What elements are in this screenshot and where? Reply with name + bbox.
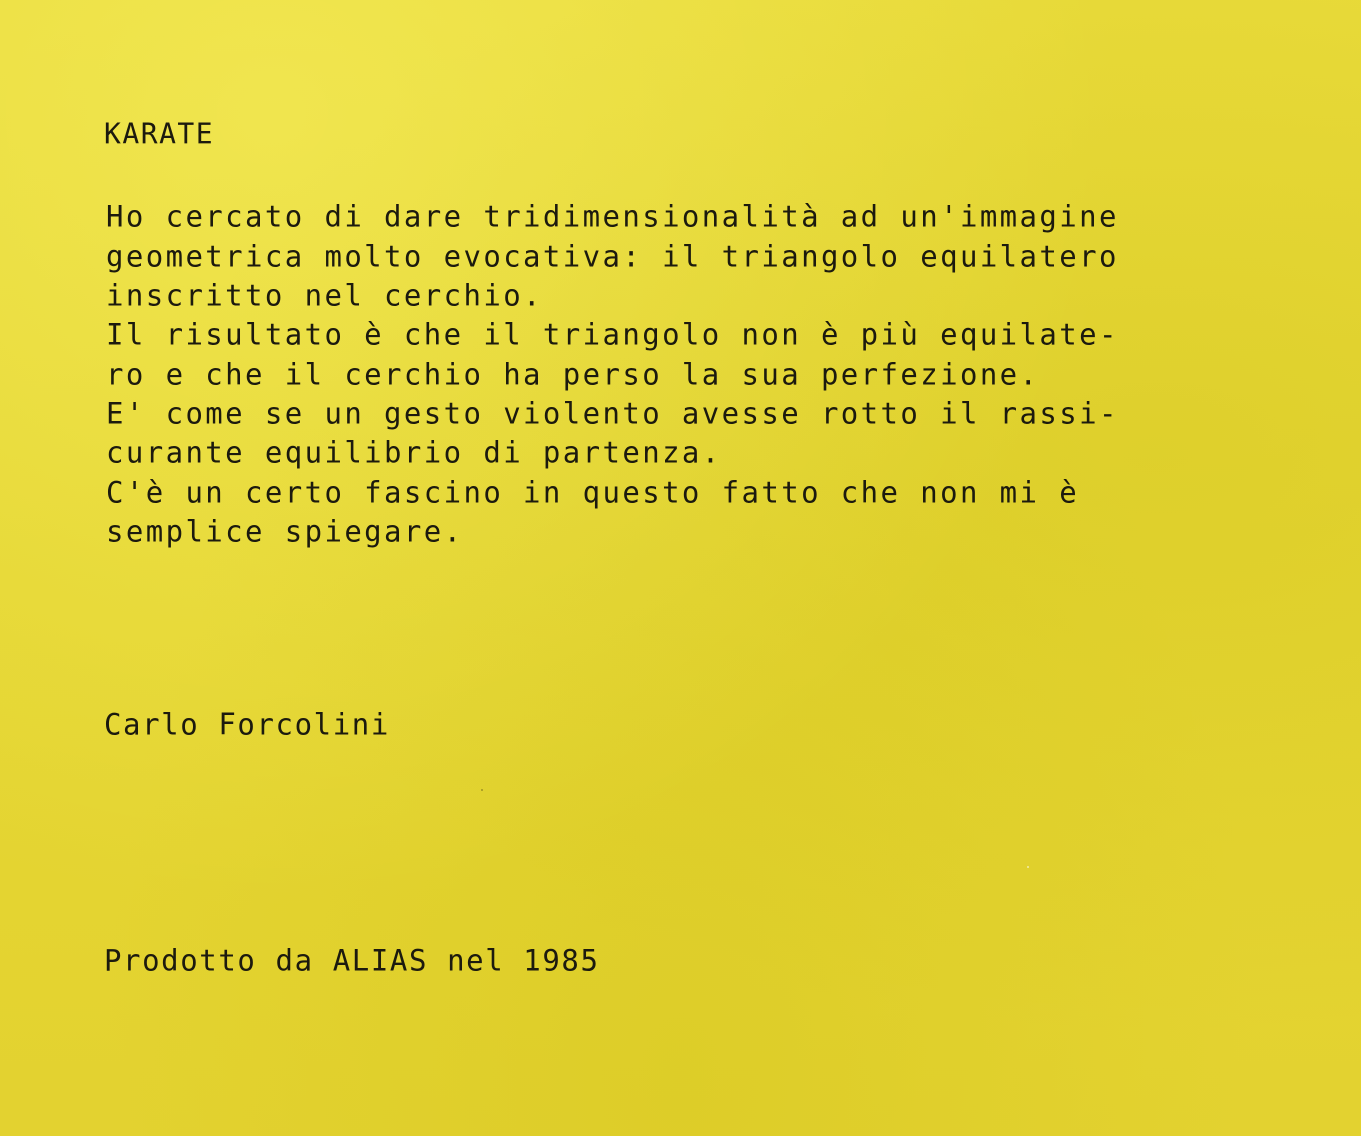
paper-speck: [1027, 866, 1029, 868]
body-line-9: semplice spiegare.: [106, 514, 464, 549]
body-line-5: ro e che il cerchio ha perso la sua perfezione.: [106, 357, 1040, 392]
body-line-2: geometrica molto evocativa: il triangolo equilatero: [106, 239, 1119, 274]
body-line-8: C'è un certo fascino in questo fatto che non mi è: [106, 475, 1080, 510]
production-credit: Prodotto da ALIAS nel 1985: [104, 943, 600, 978]
body-line-3: inscritto nel cerchio.: [106, 278, 543, 313]
body-line-1: Ho cercato di dare tridimensionalità ad un'immagine: [106, 199, 1119, 234]
author-name: Carlo Forcolini: [104, 707, 390, 742]
document-title: KARATE: [104, 117, 215, 151]
body-line-6: E' come se un gesto violento avesse rotto il rassi-: [106, 396, 1119, 431]
body-line-4: Il risultato è che il triangolo non è più equilate-: [106, 317, 1119, 352]
body-line-7: curante equilibrio di partenza.: [106, 435, 722, 470]
paper-speck: [481, 789, 483, 791]
